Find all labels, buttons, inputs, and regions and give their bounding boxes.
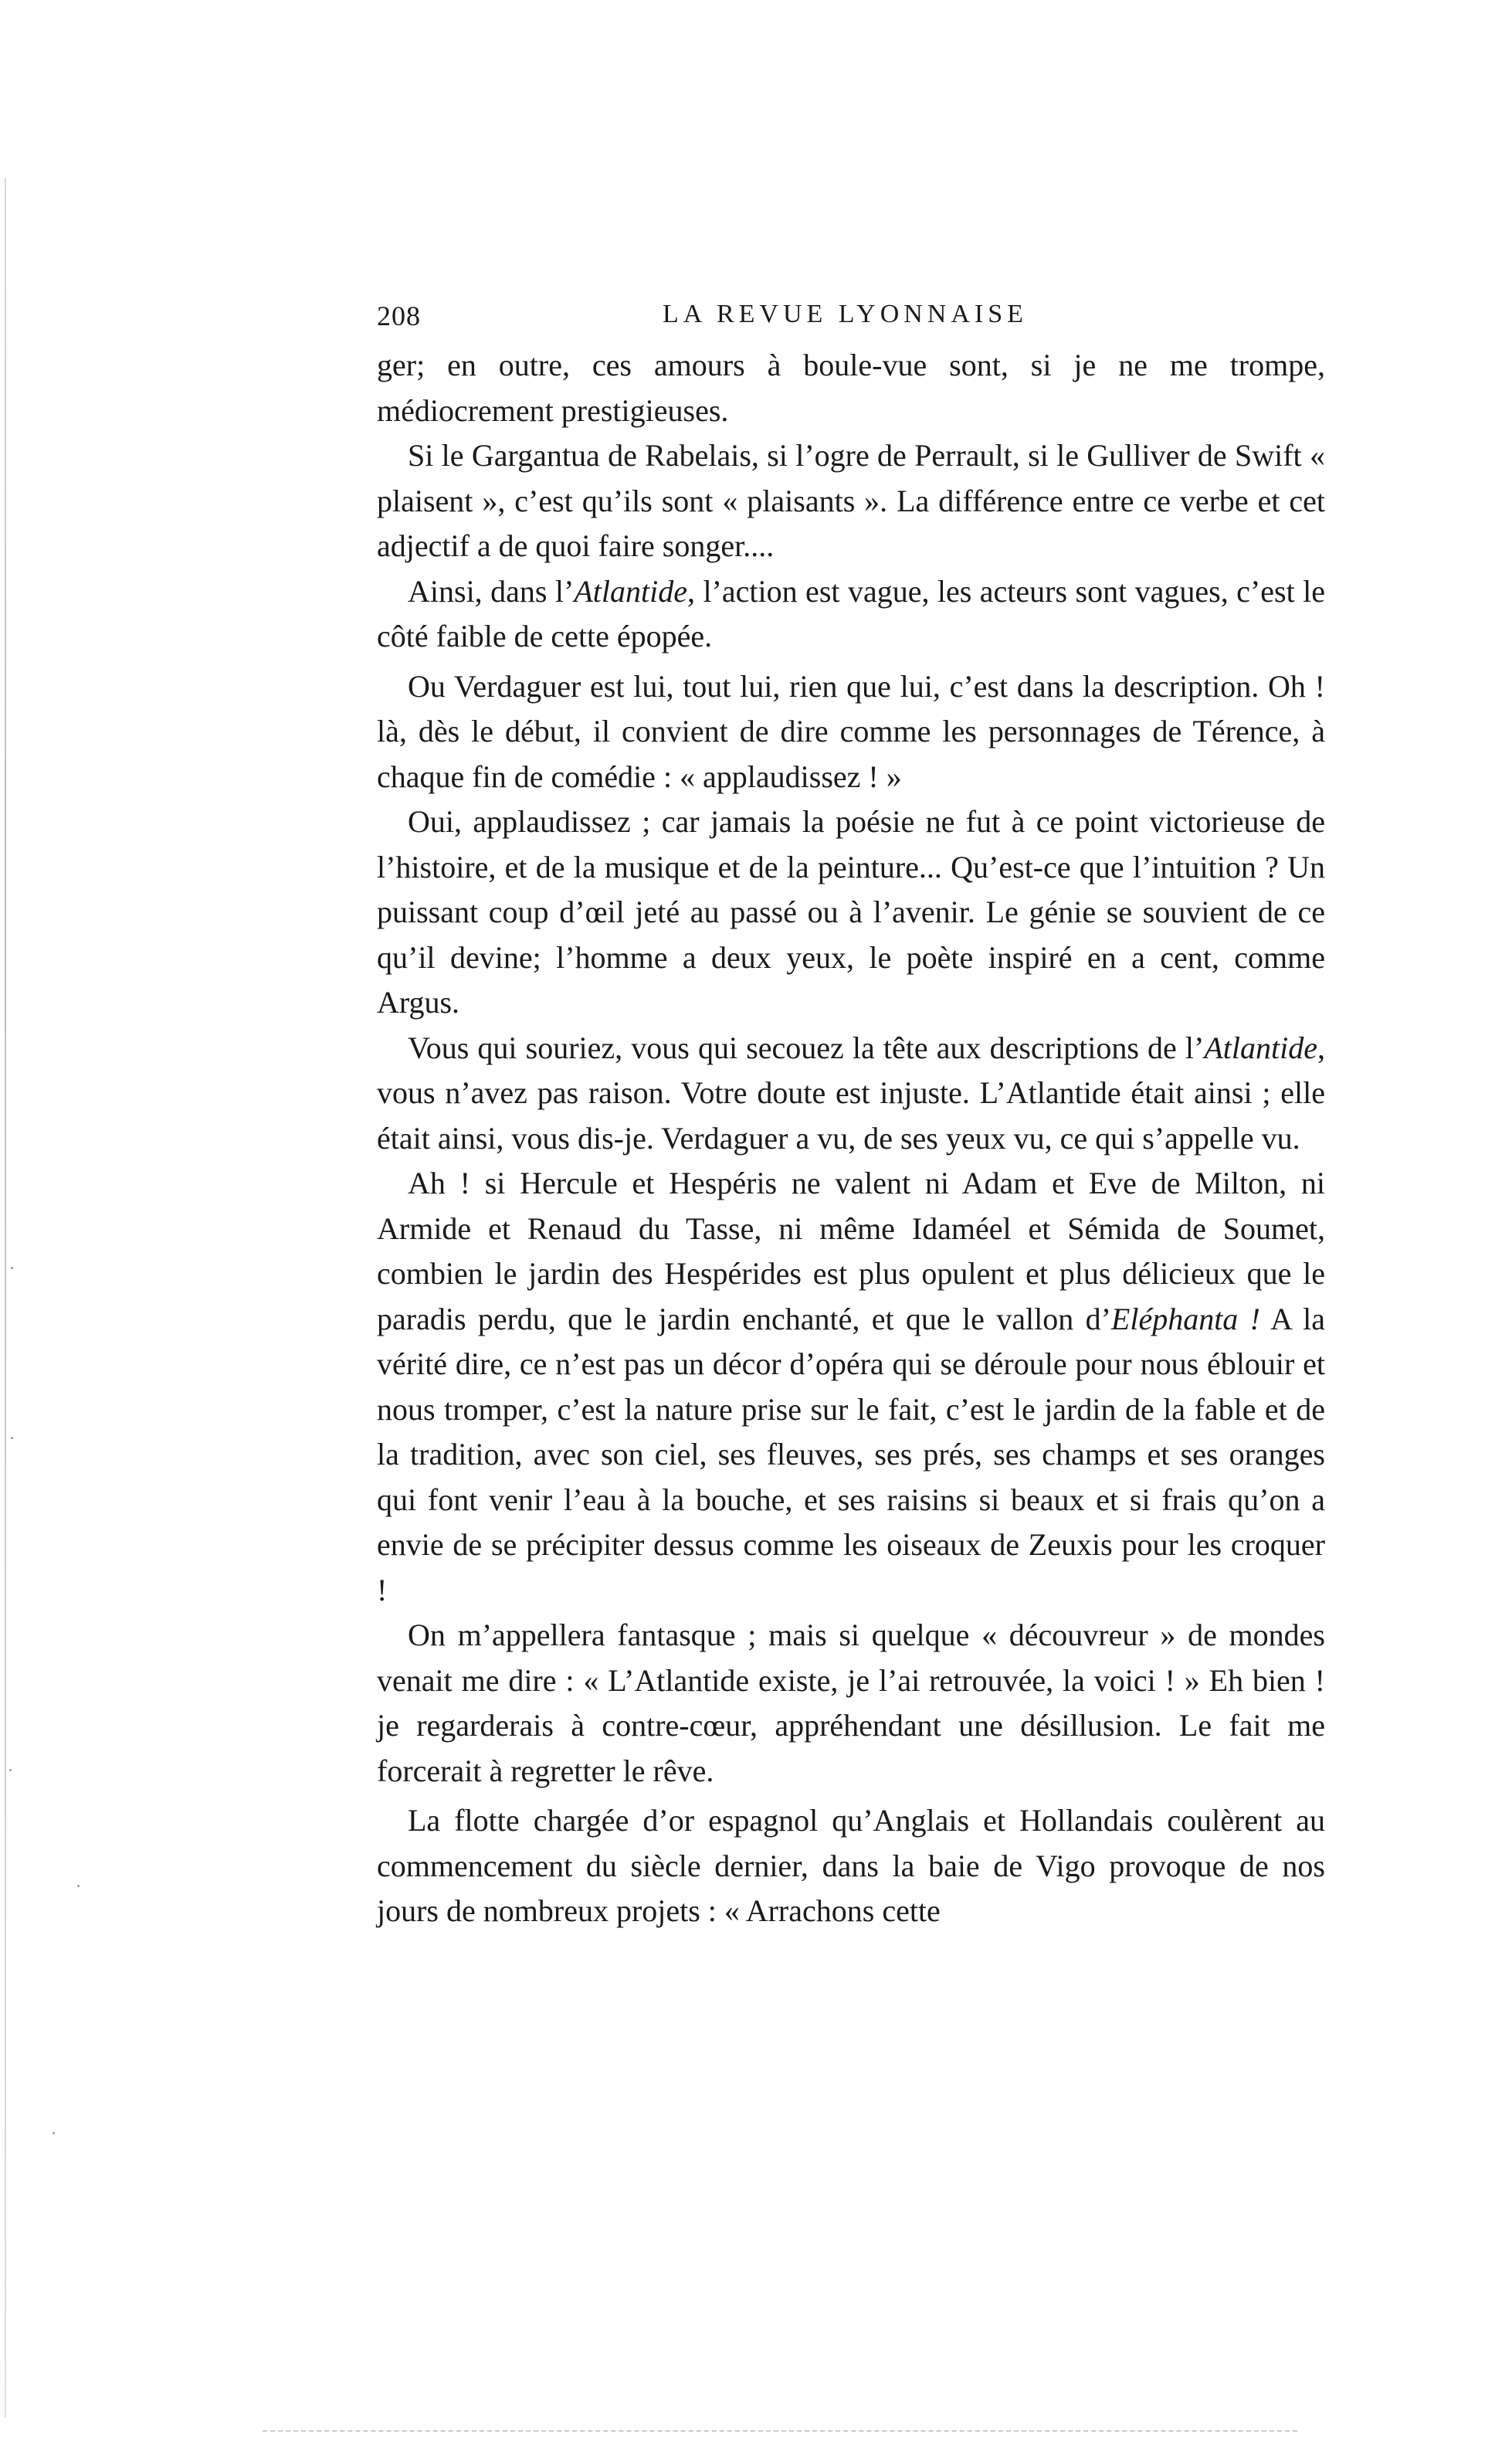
paragraph [377, 1026, 1325, 1162]
running-header [377, 294, 1325, 340]
paragraph [377, 664, 1325, 800]
text-run: Oui, applaudissez ; car jamais la poésie ne fut à ce point victorieuse de l’histoire, et de la musique et de la peinture... Qu’est-ce que l’intuition ? Un puissant coup d’œil jeté au passé ou à l’avenir. Le génie se souvient de ce qu’il devine; l’homme a deux yeux, le poète inspiré en a cent, comme Argus. [377, 804, 1325, 1020]
paper-speck [11, 1267, 13, 1269]
italic-title: Eléphanta ! [1110, 1301, 1260, 1336]
text-run: La flotte chargée d’or espagnol qu’Anglais et Hollandais coulèrent au commencement du siècle dernier, dans la baie de Vigo provoque de nos jours de nombreux projets : « Arrachons cette [377, 1803, 1325, 1928]
page-bottom-rule [263, 2430, 1297, 2432]
text-run: Si le Gargantua de Rabelais, si l’ogre de Perrault, si le Gulliver de Swift « plaisent », c’est qu’ils sont « plaisants ». La différence entre ce verbe et cet adjectif a de quoi faire songer.... [377, 438, 1325, 563]
text-run: Ou Verdaguer est lui, tout lui, rien que lui, c’est dans la description. Oh ! là, dès le début, il convient de dire comme les personnages de Térence, à chaque fin de comédie : « applaudissez ! » [377, 668, 1325, 794]
text-run: A la vérité dire, ce n’est pas un décor d’opéra qui se déroule pour nous éblouir et nous tromper, c’est la nature prise sur le fait, c’est le jardin de la fable et de la tradition, avec son ciel, ses fleuves, ses prés, ses champs et ses oranges qui font venir l’eau à la bouche, et ses raisins si beaux et si frais qu’on a envie de se précipiter dessus comme les oiseaux de Zeuxis pour les croquer ! [377, 1301, 1326, 1607]
paragraph [377, 1613, 1325, 1794]
text-run: , l’action est vague, les acteurs sont vagues, c’est le côté faible de cette épopée. [377, 573, 1325, 653]
body-text [377, 343, 1325, 1934]
page-number: 208 [377, 300, 421, 331]
paper-speck [9, 1769, 12, 1771]
paragraph [377, 343, 1325, 433]
journal-title: LA REVUE LYONNAISE [663, 300, 1028, 328]
paper-speck [53, 2132, 55, 2134]
page-binding-edge [5, 178, 6, 2418]
text-run: On m’appellera fantasque ; mais si quelque « découvreur » de mondes venait me dire : « L’Atlantide existe, je l’ai retrouvée, la voici ! » Eh bien ! je regarderais à contre-cœur, appréhendant une désillusion. Le fait me forcerait à regretter le rêve. [377, 1618, 1325, 1788]
text-run: Vous qui souriez, vous qui secouez la tête aux descriptions de l’ [408, 1030, 1205, 1065]
paper-speck [11, 1437, 13, 1439]
text-run: ger; en outre, ces amours à boule-vue sont, si je ne me trompe, médiocrement prestigieuses. [377, 348, 1325, 428]
paragraph [377, 1798, 1325, 1934]
paragraph [377, 1161, 1325, 1613]
paragraph [377, 569, 1325, 660]
paragraph [377, 433, 1325, 569]
italic-title: Atlantide [1204, 1030, 1317, 1065]
text-run: Ainsi, dans l’ [408, 573, 575, 609]
paper-speck [77, 1885, 80, 1887]
paragraph [377, 799, 1325, 1026]
italic-title: Atlantide [574, 573, 687, 609]
text-run: Ah ! si Hercule et Hespéris ne valent ni Adam et Eve de Milton, ni Armide et Renaud du Tasse, ni même Idaméel et Sémida de Soumet, combien le jardin des Hespérides est plus opulent et plus délicieux que le paradis perdu, que le jardin enchanté, et que le vallon d’ [377, 1166, 1325, 1336]
text-run: , vous n’avez pas raison. Votre doute est injuste. L’Atlantide était ainsi ; elle était ainsi, vous dis-je. Verdaguer a vu, de ses yeux vu, ce qui s’appelle vu. [377, 1030, 1325, 1156]
